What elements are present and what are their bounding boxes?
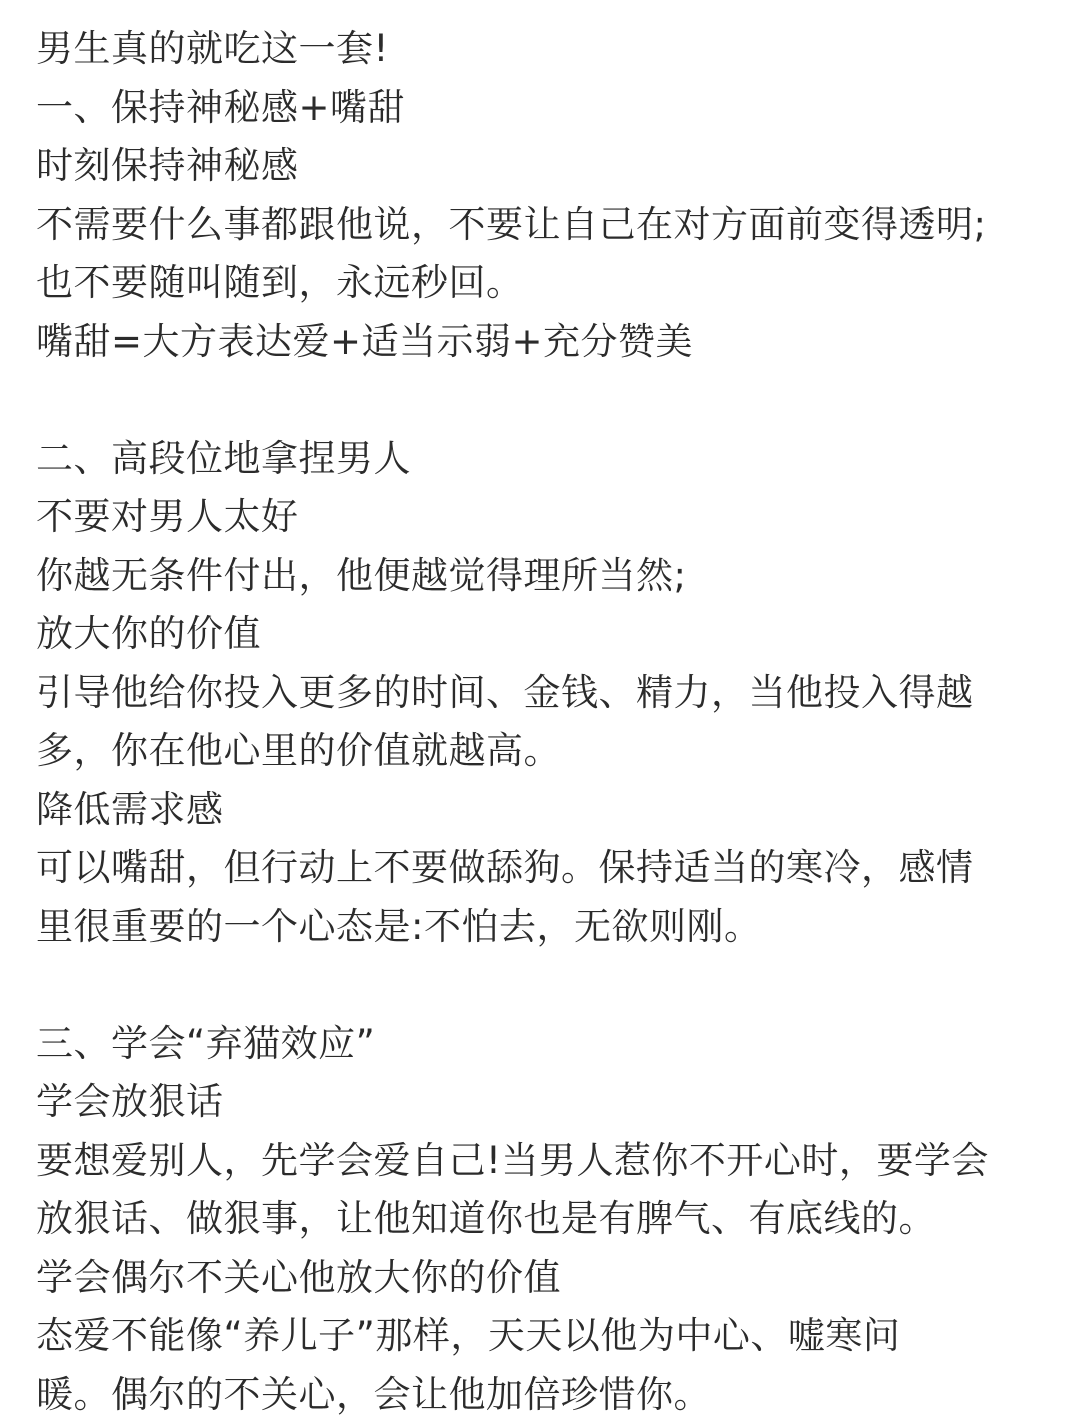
section-spacer (36, 956, 1066, 1015)
section-2-subheading: 放大你的价值 (36, 605, 1066, 664)
paragraph-line: 引导他给你投入更多的时间、金钱、精力，当他投入得越 (36, 664, 1066, 723)
section-1-heading: 一、保持神秘感+嘴甜 (36, 79, 1066, 138)
paragraph-line: 嘴甜=大方表达爱+适当示弱+充分赞美 (36, 313, 1066, 372)
paragraph-line: 态爱不能像“养儿子”那样，天天以他为中心、嘘寒问 (36, 1307, 1066, 1366)
paragraph-line: 里很重要的一个心态是:不怕去，无欲则刚。 (36, 898, 1066, 957)
article-title: 男生真的就吃这一套! (36, 20, 1066, 79)
section-3-heading: 三、学会“弃猫效应” (36, 1015, 1066, 1074)
article-body (36, 20, 1066, 1424)
paragraph-line: 暖。偶尔的不关心，会让他加倍珍惜你。 (36, 1366, 1066, 1424)
section-2-heading: 二、高段位地拿捏男人 (36, 430, 1066, 489)
paragraph-line: 你越无条件付出，他便越觉得理所当然; (36, 547, 1066, 606)
section-3-subheading: 学会偶尔不关心他放大你的价值 (36, 1249, 1066, 1308)
paragraph-line: 要想爱别人，先学会爱自己!当男人惹你不开心时，要学会 (36, 1132, 1066, 1191)
section-spacer (36, 371, 1066, 430)
paragraph-line: 多，你在他心里的价值就越高。 (36, 722, 1066, 781)
paragraph-line: 可以嘴甜，但行动上不要做舔狗。保持适当的寒冷，感情 (36, 839, 1066, 898)
paragraph-line: 不需要什么事都跟他说，不要让自己在对方面前变得透明; (36, 196, 1066, 255)
section-3-subheading: 学会放狠话 (36, 1073, 1066, 1132)
section-1-subheading: 时刻保持神秘感 (36, 137, 1066, 196)
section-2-subheading: 不要对男人太好 (36, 488, 1066, 547)
paragraph-line: 也不要随叫随到，永远秒回。 (36, 254, 1066, 313)
section-2-subheading: 降低需求感 (36, 781, 1066, 840)
paragraph-line: 放狠话、做狠事，让他知道你也是有脾气、有底线的。 (36, 1190, 1066, 1249)
